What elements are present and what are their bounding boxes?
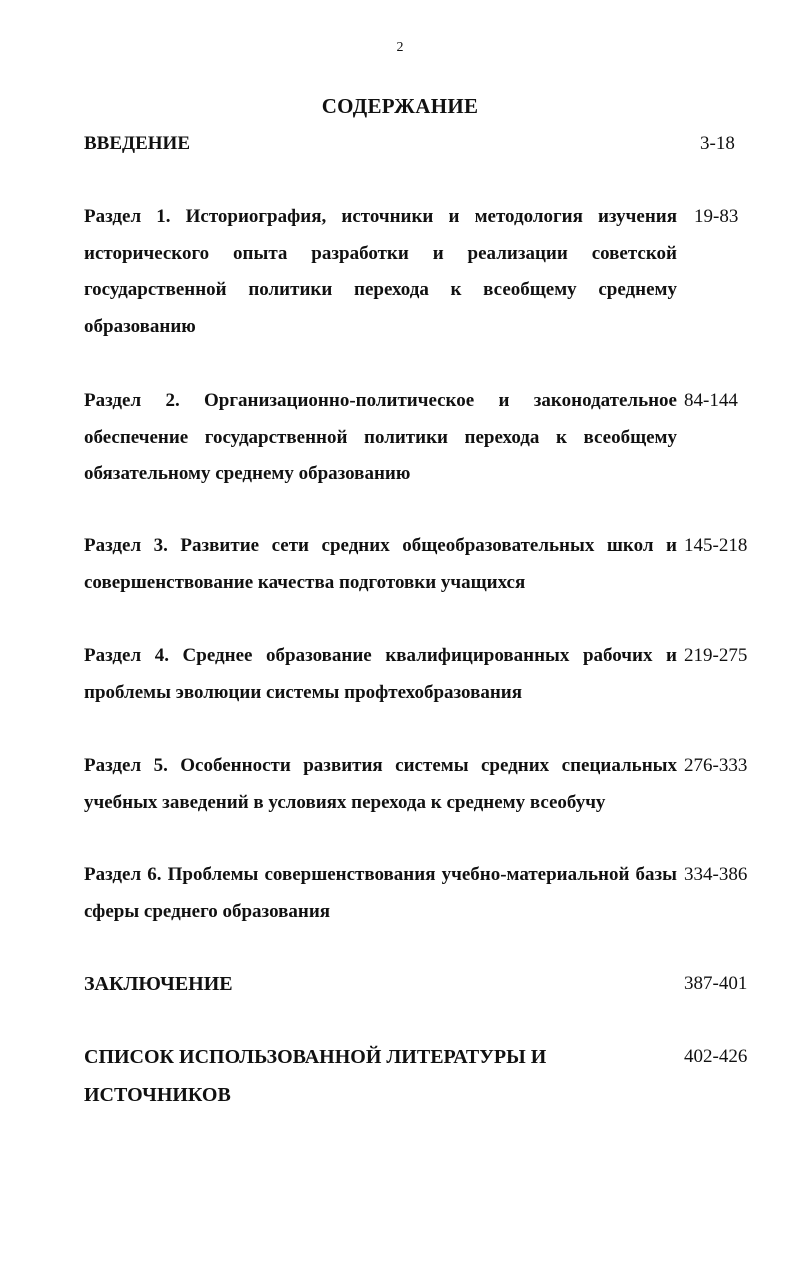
toc-entry-text: Раздел 3. Развитие сети средних общеобразовательных школ и совершенствование качества подготовки учащихся (84, 535, 677, 593)
toc-entry-section-3 (84, 528, 748, 601)
toc-entry-section-5 (84, 748, 748, 821)
toc-entry-pages: 84-144 (684, 390, 738, 411)
toc-entry-introduction (84, 126, 735, 163)
toc-entry-pages: 219-275 (684, 645, 748, 666)
toc-entry-text: Раздел 5. Особенности развития системы средних специальных учебных заведений в условиях перехода к среднему всеобучу (84, 755, 677, 813)
toc-entry-text: Раздел 6. Проблемы совершенствования учебно-материальной базы сферы среднего образования (84, 864, 677, 922)
toc-entry-section-6 (84, 857, 748, 930)
toc-entry-section-4 (84, 638, 748, 711)
toc-entry-pages: 145-218 (684, 535, 748, 556)
toc-entry-bibliography (84, 1038, 748, 1114)
toc-entry-section-1 (84, 199, 739, 345)
toc-entry-text: Раздел 4. Среднее образование квалифицированных рабочих и проблемы эволюции системы профтехобразования (84, 645, 677, 703)
toc-title: СОДЕРЖАНИЕ (321, 94, 479, 118)
toc-entry-text: СПИСОК ИСПОЛЬЗОВАННОЙ ЛИТЕРАТУРЫ И ИСТОЧНИКОВ (84, 1046, 547, 1106)
toc-entry-pages: 387-401 (684, 973, 748, 994)
toc-entry-text: ВВЕДЕНИЕ (84, 133, 190, 154)
toc-entry-pages: 402-426 (684, 1046, 748, 1067)
page-number: 2 (396, 40, 404, 55)
toc-entry-text: Раздел 1. Историография, источники и методология изучения исторического опыта разработки и реализации советской государственной политики перехода к всеобщему среднему образованию (84, 206, 677, 337)
toc-entry-conclusion (84, 965, 748, 1003)
toc-entry-pages: 3-18 (700, 133, 735, 154)
toc-entry-pages: 19-83 (694, 206, 739, 227)
toc-entry-section-2 (84, 383, 738, 493)
toc-entry-text: ЗАКЛЮЧЕНИЕ (84, 973, 233, 995)
toc-entry-pages: 276-333 (684, 755, 748, 776)
toc-entry-pages: 334-386 (684, 864, 748, 885)
toc-entry-text: Раздел 2. Организационно-политическое и законодательное обеспечение государственной политики перехода к всеобщему обязательному среднему образованию (84, 390, 677, 484)
